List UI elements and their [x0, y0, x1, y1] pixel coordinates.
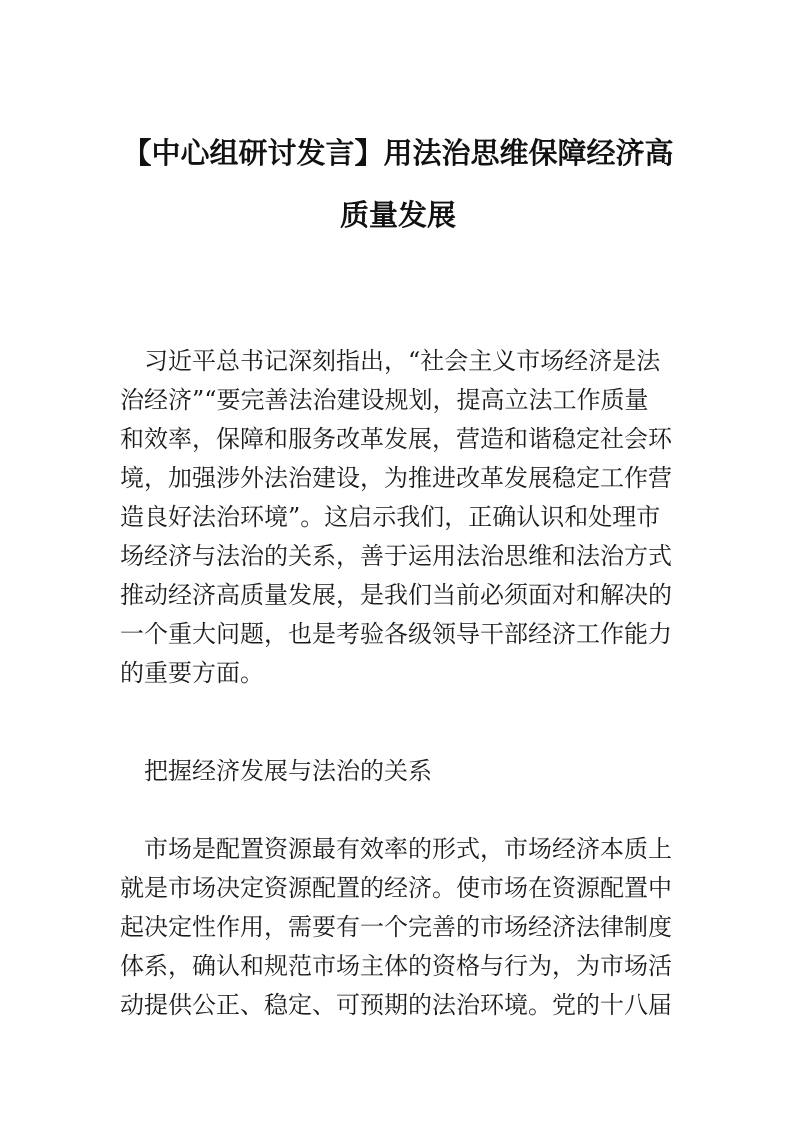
paragraph-line: 境，加强涉外法治建设，为推进改革发展稳定工作营	[120, 464, 672, 492]
paragraph-line: 就是市场决定资源配置的经济。使市场在资源配置中	[120, 874, 672, 902]
paragraph-line: 体系，确认和规范市场主体的资格与行为，为市场活	[120, 952, 672, 980]
paragraph-line: 场经济与法治的关系，善于运用法治思维和法治方式	[120, 542, 672, 570]
paragraph-line: 的重要方面。	[120, 659, 264, 687]
paragraph-line: 和效率，保障和服务改革发展，营造和谐稳定社会环	[120, 425, 672, 453]
section-heading	[120, 752, 680, 791]
document-title-line-1: 【中心组研讨发言】用法治思维保障经济高	[122, 136, 674, 170]
paragraph-line: 动提供公正、稳定、可预期的法治环境。党的十八届	[120, 991, 672, 1019]
paragraph-line: 治经济”“要完善法治建设规划，提高立法工作质量	[120, 386, 649, 414]
paragraph-line: 推动经济高质量发展，是我们当前必须面对和解决的	[120, 581, 672, 609]
paragraph-line: 造良好法治环境”。这启示我们，正确认识和处理市	[120, 503, 661, 531]
paragraph-line: 市场是配置资源最有效率的形式，市场经济本质上	[120, 835, 672, 863]
paragraph-line: 习近平总书记深刻指出，“社会主义市场经济是法	[120, 347, 661, 375]
document-title-line-2: 质量发展	[339, 198, 456, 232]
body-paragraph-intro	[120, 342, 680, 693]
paragraph-line: 一个重大问题，也是考验各级领导干部经济工作能力	[120, 620, 672, 648]
body-paragraph-market	[120, 830, 680, 1025]
paragraph-line: 起决定性作用，需要有一个完善的市场经济法律制度	[120, 913, 672, 941]
section-heading-text: 把握经济发展与法治的关系	[120, 757, 432, 785]
